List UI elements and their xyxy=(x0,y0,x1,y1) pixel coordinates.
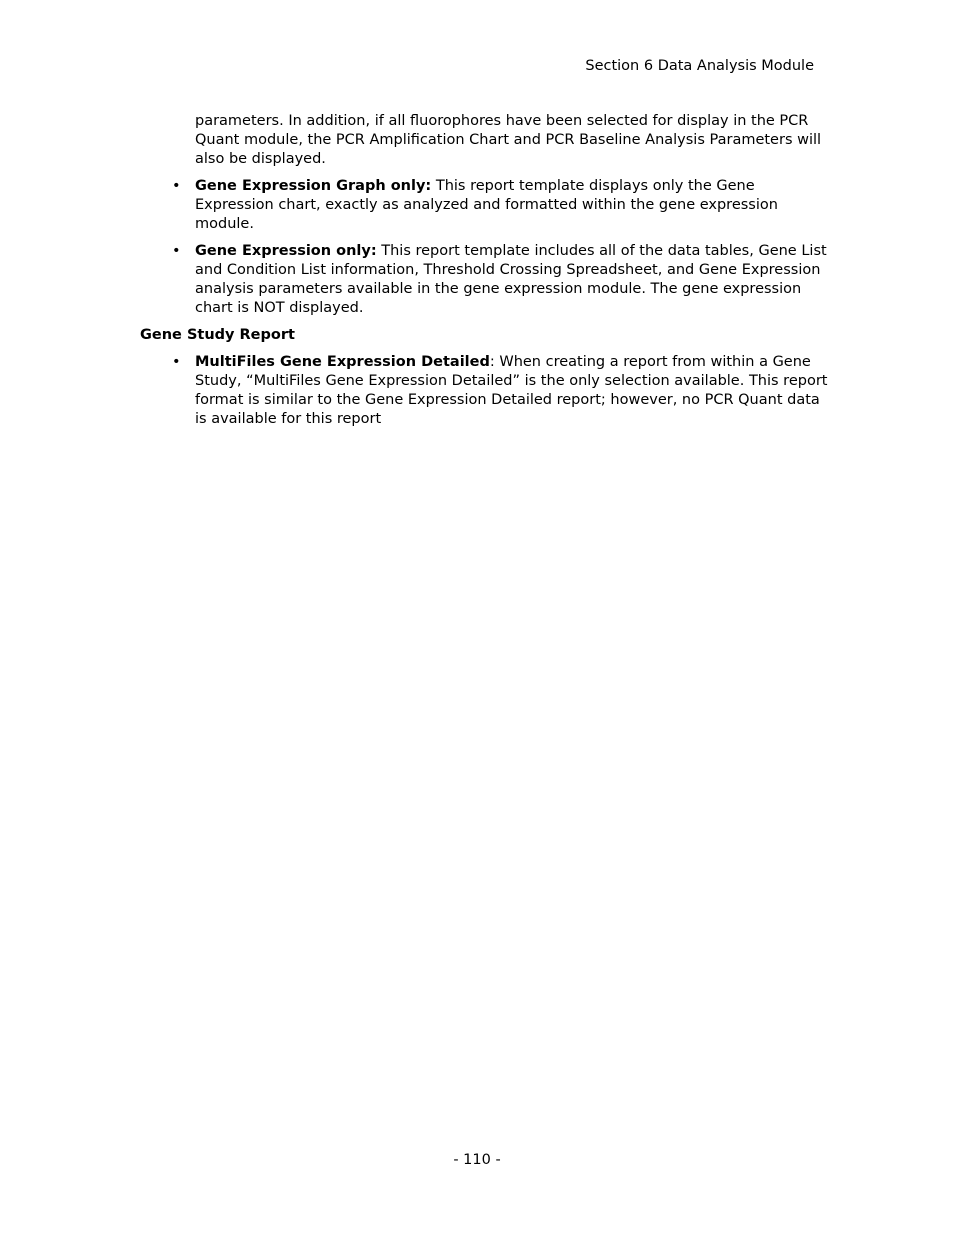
intro-paragraph: parameters. In addition, if all fluorophores have been selected for display in the PCR Quant module, the PCR Amplification Chart and PCR Baseline Analysis Parameters will also be displayed. xyxy=(195,113,822,167)
gene-study-report-heading: Gene Study Report xyxy=(140,327,295,343)
bullet-dot-icon: • xyxy=(172,354,181,370)
bullet-text: This report template includes all of the data tables, Gene List and Condition List information, Threshold Crossing Spreadsheet, and Gene Expression analysis parameters available in the gene expression module. The gene expression chart is NOT displayed. xyxy=(195,243,827,316)
bullet-term: Gene Expression Graph only: xyxy=(195,178,432,194)
bullet-gene-expression-only xyxy=(172,242,830,318)
bullet-text: This report template displays only the Gene Expression chart, exactly as analyzed and formatted within the gene expression module. xyxy=(195,178,778,232)
bullet-multifiles-gene-expression-detailed xyxy=(172,353,830,429)
page-number: - 110 - xyxy=(453,1152,501,1168)
bullet-text: : When creating a report from within a Gene Study, “MultiFiles Gene Expression Detailed” is the only selection available. This report format is similar to the Gene Expression Detailed report; however, no PCR Quant data is available for this report xyxy=(195,354,828,427)
page-body xyxy=(140,112,830,437)
bullet-dot-icon: • xyxy=(172,178,181,194)
bullet-gene-expression-graph-only xyxy=(172,177,830,234)
bullet-term: MultiFiles Gene Expression Detailed xyxy=(195,354,490,370)
bullet-term: Gene Expression only: xyxy=(195,243,377,259)
running-header: Section 6 Data Analysis Module xyxy=(585,58,814,74)
bullet-dot-icon: • xyxy=(172,243,181,259)
